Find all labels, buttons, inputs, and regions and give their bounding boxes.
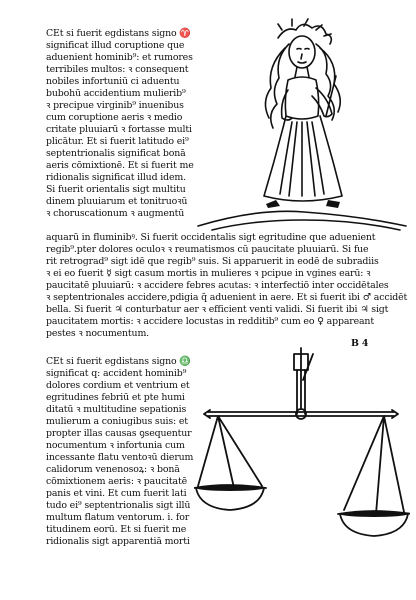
text-line: panis et vini. Et cum fuerit lati <box>46 488 187 499</box>
text-line: multum flatum ventorum. i. for <box>46 512 190 523</box>
text-line: ridionalis sigt apparentiā morti <box>46 536 190 547</box>
signature-mark: B 4 <box>351 338 369 349</box>
text-line: regib⁹.pter dolores oculoꝛ ꝛ reumatismos cū paucitate pluuiarū. Si fue <box>46 244 369 255</box>
text-line: aeris cōmixtionē. Et si fuerit me <box>46 160 194 171</box>
text-line: significat q: accident hominib⁹ <box>46 368 187 379</box>
text-line: Si fuerit orientalis sigt multitu <box>46 184 186 195</box>
text-line: ꝛ septentrionales accidere,pdigia q̄ aduenient in aere. Et si fuerit ibi ♂ accidēt <box>46 292 408 303</box>
text-line: egritudines febriū et pte humi <box>46 392 185 403</box>
text-line: pestes ꝛ nocumentum. <box>46 328 150 339</box>
text-line: ridionalis significat illud idem. <box>46 172 186 183</box>
text-line: cōmixtionem aeris: ꝛ paucitatē <box>46 476 187 487</box>
text-line: aquarū in fluminibꝰ. Si fuerit occidentalis sigt egritudine que aduenient <box>46 232 376 243</box>
text-line: nobiles infortuniū ci aduentu <box>46 76 180 87</box>
text-line: ꝛ precipue virginib⁹ inuenibus <box>46 100 184 111</box>
text-line: paucitatem mortis: ꝛ accidere locustas in redditib⁹ cum eo ♀ appareant <box>46 316 374 327</box>
text-line: terribiles multos: ꝛ consequent <box>46 64 189 75</box>
text-line: rit retrograd⁹ sigt idē que regib⁹ suis. Si apparuerit in eodē de subradiis <box>46 256 379 267</box>
text-line: nocumentum ꝛ infortunia cum <box>46 440 185 451</box>
text-line: titudinem eorū. Et si fuerit me <box>46 524 187 535</box>
text-line: dolores cordium et ventrium et <box>46 380 190 391</box>
text-line: ditatū ꝛ multitudine sepationis <box>46 404 187 415</box>
text-line: mulierum a coniugibus suis: et <box>46 416 188 427</box>
text-line: incessante flatu ventoꝛū dierum <box>46 452 194 463</box>
text-line: bella. Si fuerit ♃ conturbatur aer ꝛ efficient venti validi. Si fuerit ibi ♃ sigt <box>46 304 389 315</box>
text-line: paucitatē pluuiarū: ꝛ accidere febres acutas: ꝛ interfectiō inter occidētales <box>46 280 389 291</box>
libra-scales-woodcut <box>194 344 410 566</box>
text-line: CEt si fuerit egdistans signo ♎ <box>46 356 191 367</box>
text-line: calidorum venenosoꝝ: ꝛ bonā <box>46 464 180 475</box>
text-line: significat illud coruptione que <box>46 40 185 51</box>
text-line: ꝛ choruscationum ꝛ augmentū <box>46 208 185 219</box>
text-line: tudo ei⁹ septentrionalis sigt illū <box>46 500 191 511</box>
text-line: aduenient hominib⁹: et rumores <box>46 52 193 63</box>
text-line: critate pluuiarū ꝛ fortasse multi <box>46 124 192 135</box>
virgo-maiden-woodcut <box>196 18 410 232</box>
text-line: cum coruptione aeris ꝛ medio <box>46 112 183 123</box>
text-line: propter illas causas ꝯsequentur <box>46 428 192 439</box>
text-line: dinem pluuiarum et tonitruoꝛū <box>46 196 188 207</box>
text-line: bubohū accidentium mulierib⁹ <box>46 88 186 99</box>
text-line: septentrionalis significat bonā <box>46 148 186 159</box>
text-line: plicātur. Et si fuerit latitudo ei⁹ <box>46 136 189 147</box>
text-line: ꝛ ei eo fuerit ☿ sigt casum mortis in mulieres ꝛ pcipue in vgines earū: ꝛ <box>46 268 371 279</box>
text-line: CEt si fuerit egdistans signo ♈ <box>46 28 191 39</box>
